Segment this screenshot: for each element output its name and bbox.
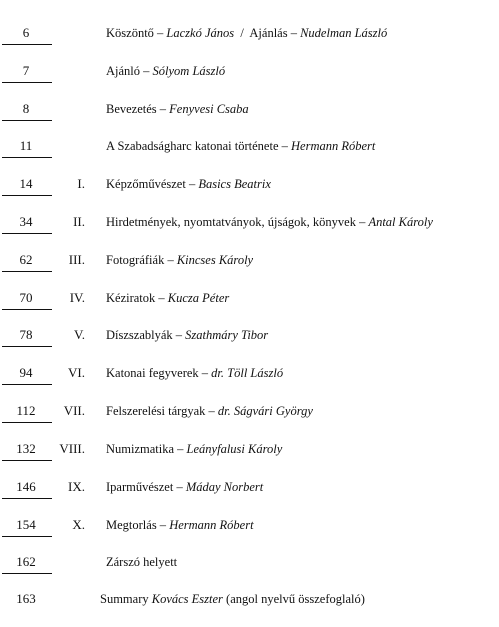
page-number: 112 [16,403,36,418]
entry-title [106,364,283,382]
title-text: Iparművészet – [106,480,186,494]
page-number-underline [2,195,52,196]
chapter-numeral: VI. [68,365,85,380]
entry-title [106,402,313,420]
page-number: 70 [19,290,33,305]
entry-title [106,553,177,571]
title-text: Díszszablyák – [106,328,186,342]
page-number-underline [2,120,52,121]
author-name: Laczkó János [166,26,235,40]
page-number: 7 [22,63,30,78]
title-text: Képzőművészet – [106,177,199,191]
author-name: Szathmáry Tibor [185,328,269,342]
author-name: Basics Beatrix [198,177,271,191]
title-text: Kéziratok – [106,291,168,305]
entry-title [106,24,387,42]
author-name: Leányfalusi Károly [186,442,283,456]
author-name: dr. Töll László [211,366,284,380]
page-number: 78 [19,327,33,342]
chapter-numeral: III. [68,252,85,267]
author-name: dr. Ságvári György [217,404,313,418]
page-number: 146 [16,479,36,494]
entry-title [106,62,225,80]
page-number: 34 [19,214,33,229]
page-number-underline [2,498,52,499]
title-text: / Ajánlás – [234,26,301,40]
page-number: 162 [16,554,36,569]
title-text: Hirdetmények, nyomtatványok, újságok, könyvek – [106,215,369,229]
author-name: Antal Károly [368,215,433,229]
toc-entry [0,590,499,612]
toc-entry [0,175,499,197]
author-name: Kucza Péter [167,291,230,305]
toc-entry [0,251,499,273]
toc-entry [0,62,499,84]
entry-title [106,478,263,496]
title-text: Numizmatika – [106,442,187,456]
toc-entry [0,440,499,462]
entry-title [106,100,249,118]
title-text: Fotográfiák – [106,253,177,267]
title-text: Felszerelési tárgyak – [106,404,218,418]
entry-title [106,137,375,155]
toc-entry [0,478,499,500]
title-text: Bevezetés – [106,102,170,116]
chapter-numeral: VII. [63,403,85,418]
title-text: A Szabadságharc katonai története – [106,139,291,153]
page-number: 6 [22,25,30,40]
page-number: 8 [22,101,30,116]
page-number-underline [2,157,52,158]
page-number-underline [2,536,52,537]
page-number-underline [2,573,52,574]
entry-title [106,326,268,344]
entry-title [106,440,282,458]
author-name: Nudelman László [300,26,388,40]
toc-entry [0,364,499,386]
toc-entry [0,516,499,538]
entry-title [106,289,229,307]
entry-title [106,175,271,193]
toc-entry [0,402,499,424]
entry-title [100,590,365,608]
author-name: Kovács Eszter [151,592,223,606]
entry-title [106,516,254,534]
entry-title [106,213,433,231]
author-name: Sólyom László [152,64,226,78]
chapter-numeral: V. [74,327,85,342]
toc-entry [0,326,499,348]
author-name: Máday Norbert [185,480,264,494]
title-text: Ajánló – [106,64,153,78]
title-text: Summary [100,592,152,606]
page-number: 94 [19,365,33,380]
page-number-underline [2,346,52,347]
chapter-numeral: VIII. [59,441,85,456]
toc-entry [0,213,499,235]
page-number: 154 [16,517,36,532]
title-text: Zárszó helyett [106,555,178,569]
page-number-underline [2,422,52,423]
page-number-underline [2,82,52,83]
toc-entry [0,100,499,122]
page-number-underline [2,309,52,310]
chapter-numeral: X. [72,517,85,532]
author-name: Hermann Róbert [169,518,254,532]
page-number-underline [2,460,52,461]
page-number: 62 [19,252,33,267]
toc-entry [0,137,499,159]
page-number-underline [2,233,52,234]
author-name: Fenyvesi Csaba [169,102,249,116]
toc-entry [0,553,499,575]
author-name: Hermann Róbert [291,139,376,153]
author-name: Kincses Károly [176,253,254,267]
page-number: 14 [19,176,33,191]
page-number: 11 [19,138,33,153]
page-number: 163 [16,591,36,606]
chapter-numeral: IV. [69,290,85,305]
page-number-underline [2,384,52,385]
toc-entry [0,289,499,311]
title-text: (angol nyelvű összefoglaló) [222,592,365,606]
page-number-underline [2,271,52,272]
page-number-underline [2,44,52,45]
entry-title [106,251,253,269]
title-text: Köszöntő – [106,26,167,40]
title-text: Katonai fegyverek – [106,366,212,380]
page-number: 132 [16,441,36,456]
chapter-numeral: I. [77,176,85,191]
chapter-numeral: II. [73,214,85,229]
chapter-numeral: IX. [68,479,85,494]
title-text: Megtorlás – [106,518,170,532]
toc-entry [0,24,499,46]
